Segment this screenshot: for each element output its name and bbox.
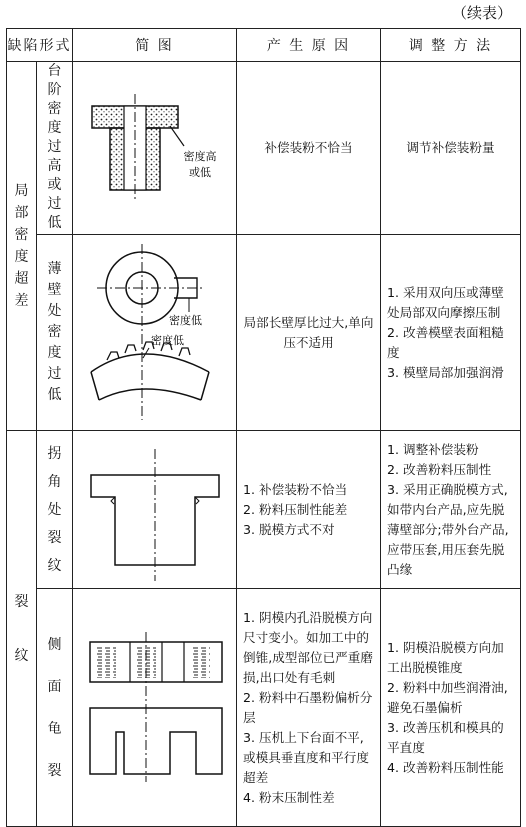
thin-wall-diagram — [77, 240, 233, 426]
adjustment-cell: 1. 阴模沿脱模方向加工出脱模锥度 2. 粉料中加些润滑油,避免石墨偏析 3. 改善压机和模具的平直度 4. 改善粉料压制性能 — [381, 589, 521, 827]
subtype-cell: 侧面龟裂 — [37, 589, 73, 827]
figure-label: 密度低 — [168, 313, 202, 327]
table-row — [7, 235, 521, 431]
figure-label: 密度低 — [150, 333, 184, 347]
figure-label: 密度高 — [183, 150, 216, 163]
group-label-crack: 裂纹 — [7, 431, 37, 827]
table-row — [7, 62, 521, 235]
adjustment-cell: 调节补偿装粉量 — [381, 62, 521, 235]
header-defect-form: 缺陷形式 — [7, 29, 73, 62]
diagram-side-crack — [73, 589, 237, 827]
step-part-diagram — [80, 88, 230, 208]
cause-cell: 补偿装粉不恰当 — [237, 62, 381, 235]
adjustment-cell: 1. 采用双向压或薄壁处局部双向摩擦压制 2. 改善模壁表面粗糙度 3. 模壁局部加强润滑 — [381, 235, 521, 431]
cause-cell: 1. 补偿装粉不恰当 2. 粉料压制性能差 3. 脱模方式不对 — [237, 431, 381, 589]
table-row — [7, 589, 521, 827]
diagram-thin-wall — [73, 235, 237, 431]
defect-table — [6, 28, 521, 827]
adjustment-cell: 1. 调整补偿装粉 2. 改善粉料压制性 3. 采用正确脱模方式,如带内台产品,应先脱薄壁部分;带外台产品,应带压套,用压套先脱凸缘 — [381, 431, 521, 589]
figure-label: 或低 — [188, 166, 211, 179]
diagram-corner-crack — [73, 431, 237, 589]
subtype-cell: 拐角处裂纹 — [37, 431, 73, 589]
subtype-cell: 薄壁处密度过低 — [37, 235, 73, 431]
header-cause: 产 生 原 因 — [237, 29, 381, 62]
subtype-cell: 台阶密度过高或过低 — [37, 62, 73, 235]
header-row — [7, 29, 521, 62]
cause-cell: 局部长壁厚比过大,单向压不适用 — [237, 235, 381, 431]
continued-label: （续表） — [451, 4, 512, 22]
corner-crack-diagram — [77, 435, 233, 585]
cause-cell: 1. 阴模内孔沿脱模方向尺寸变小。如加工中的倒锥,成型部位已严重磨损,出口处有毛刺 2. 粉料中石墨粉偏析分层 3. 压机上下台面不平,或模具垂直度和平行度超差 4. 粉末压制性差 — [237, 589, 381, 827]
side-crack-diagram — [80, 628, 230, 788]
header-adjustment: 调 整 方 法 — [381, 29, 521, 62]
header-diagram: 简 图 — [73, 29, 237, 62]
group-label-local-density: 局部密度超差 — [7, 62, 37, 431]
table-row — [7, 431, 521, 589]
diagram-step-density — [73, 62, 237, 235]
